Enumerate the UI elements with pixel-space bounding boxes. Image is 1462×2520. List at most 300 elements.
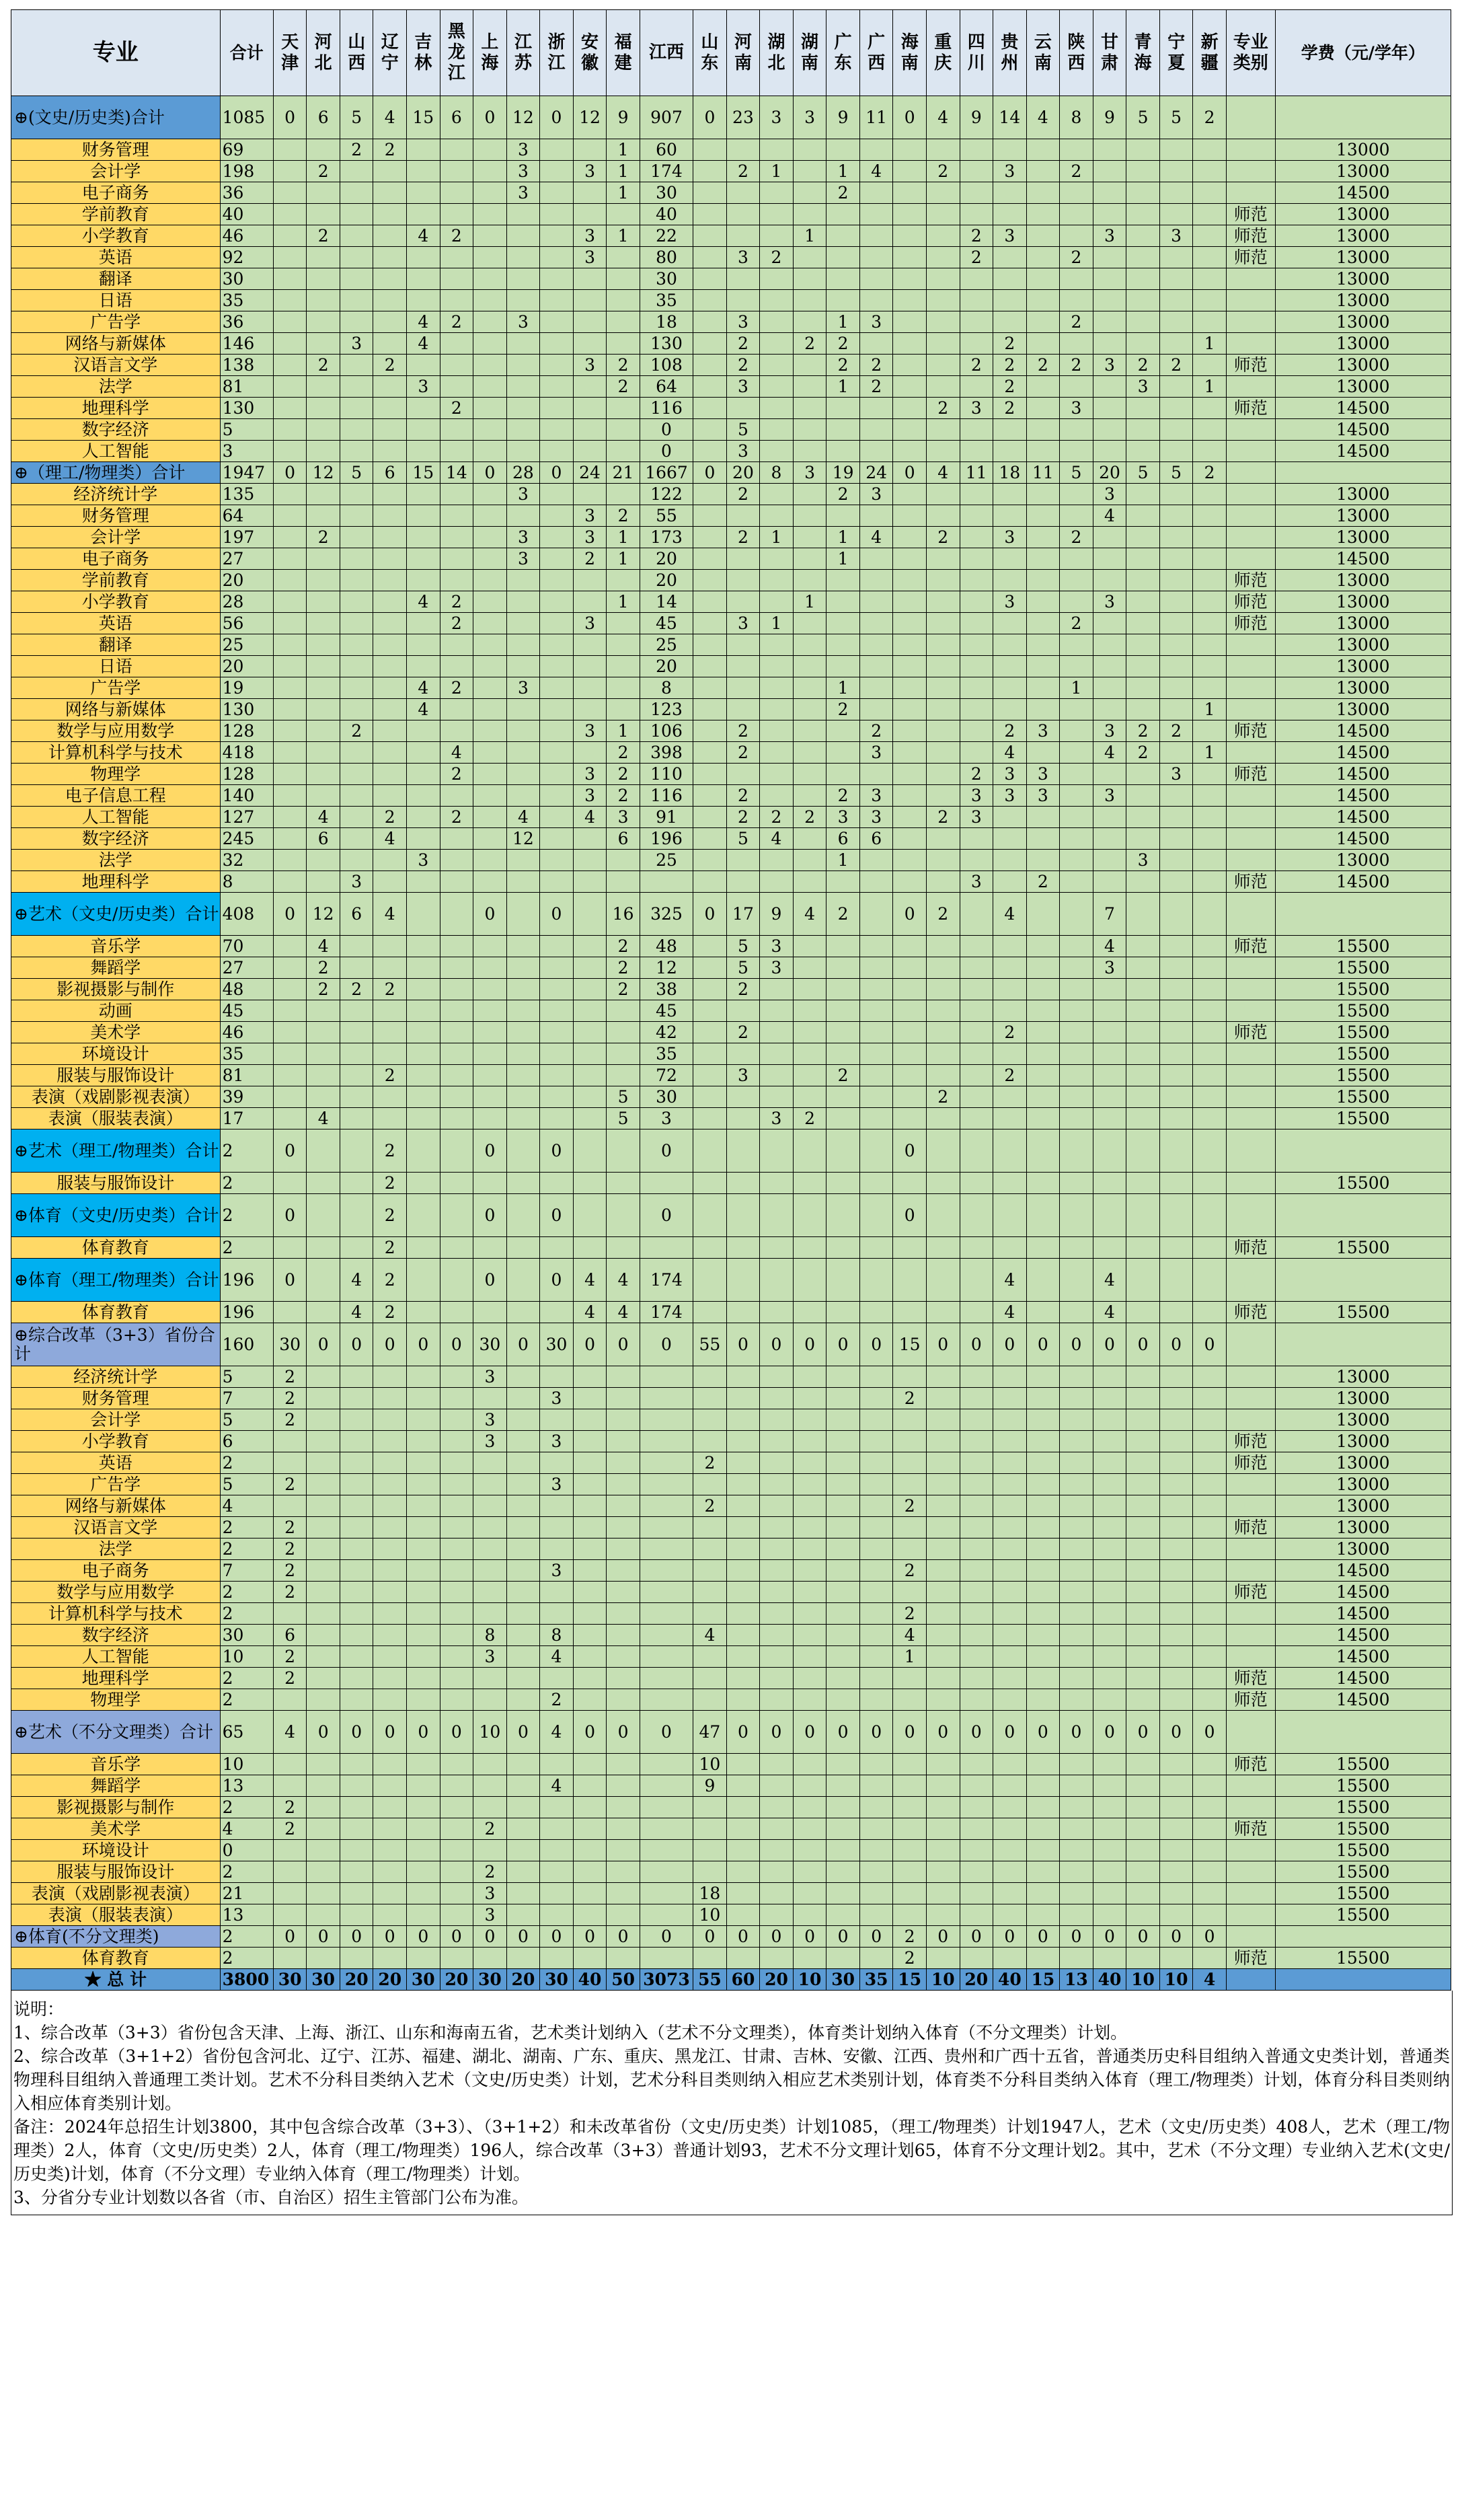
type-cell: [1226, 1904, 1275, 1926]
province-cell: [960, 548, 993, 570]
province-cell: [1159, 1022, 1193, 1043]
province-cell: 0: [540, 96, 574, 139]
province-cell: [273, 742, 307, 764]
province-cell: [373, 225, 407, 247]
province-cell: [1159, 398, 1193, 419]
fee-cell: 13000: [1275, 634, 1451, 656]
province-cell: [473, 1108, 507, 1129]
province-cell: [1159, 1388, 1193, 1409]
province-cell: [1159, 1065, 1193, 1086]
province-cell: [726, 1775, 760, 1797]
province-cell: [473, 139, 507, 161]
province-cell: [693, 441, 727, 462]
province-cell: [926, 1259, 960, 1302]
province-cell: [307, 720, 340, 742]
province-cell: [760, 720, 794, 742]
province-cell: 1: [826, 548, 860, 570]
province-cell: [1159, 1904, 1193, 1926]
province-cell: [273, 1883, 307, 1904]
province-cell: [760, 1495, 794, 1517]
total-cell: 2: [220, 1926, 273, 1948]
province-cell: 2: [607, 785, 640, 807]
province-cell: [1126, 634, 1160, 656]
province-cell: [993, 1517, 1027, 1539]
table-row: [11, 1388, 1451, 1409]
province-cell: [726, 1883, 760, 1904]
province-cell: [273, 527, 307, 548]
province-cell: [540, 807, 574, 828]
province-cell: [1060, 1948, 1093, 1969]
province-cell: [640, 1474, 693, 1495]
province-cell: 0: [893, 1129, 927, 1173]
province-cell: [793, 311, 826, 333]
province-cell: [307, 1452, 340, 1474]
province-cell: [893, 850, 927, 871]
province-cell: 0: [540, 1259, 574, 1302]
province-cell: [607, 1388, 640, 1409]
province-cell: [473, 570, 507, 591]
province-cell: 1: [607, 182, 640, 204]
province-cell: [273, 699, 307, 720]
type-cell: [1226, 419, 1275, 441]
total-cell: 0: [220, 1840, 273, 1861]
province-cell: 2: [340, 139, 373, 161]
type-cell: [1226, 161, 1275, 182]
province-cell: [993, 677, 1027, 699]
province-cell: [1193, 1904, 1227, 1926]
province-cell: [859, 1582, 893, 1603]
province-cell: [1159, 527, 1193, 548]
province-cell: [1060, 1818, 1093, 1840]
province-cell: [1193, 419, 1227, 441]
province-cell: [1159, 1194, 1193, 1237]
province-cell: [926, 1625, 960, 1646]
province-cell: [1193, 247, 1227, 268]
province-cell: [307, 1495, 340, 1517]
province-cell: 0: [273, 96, 307, 139]
province-cell: [926, 1668, 960, 1689]
province-cell: [540, 1022, 574, 1043]
province-cell: 28: [506, 462, 540, 484]
province-cell: [926, 1582, 960, 1603]
header-province: 宁夏: [1159, 10, 1193, 96]
province-cell: 2: [960, 764, 993, 785]
province-cell: 4: [407, 591, 440, 613]
province-cell: [440, 936, 473, 957]
major-name: ⊕综合改革（3+3）省份合计: [11, 1323, 221, 1366]
province-cell: [407, 1689, 440, 1711]
province-cell: [440, 656, 473, 677]
province-cell: 7: [1093, 893, 1126, 936]
province-cell: [640, 1689, 693, 1711]
total-cell: 135: [220, 484, 273, 505]
province-cell: [407, 764, 440, 785]
province-cell: [1026, 1409, 1060, 1431]
province-cell: [926, 1022, 960, 1043]
province-cell: 0: [340, 1711, 373, 1754]
province-cell: [1193, 1452, 1227, 1474]
province-cell: [693, 957, 727, 979]
province-cell: [793, 742, 826, 764]
province-cell: [1093, 1129, 1126, 1173]
province-cell: [859, 505, 893, 527]
province-cell: [993, 182, 1027, 204]
province-cell: [607, 419, 640, 441]
province-cell: [726, 1173, 760, 1194]
fee-cell: 15500: [1275, 1000, 1451, 1022]
province-cell: [340, 376, 373, 398]
province-cell: [993, 1840, 1027, 1861]
province-cell: [573, 699, 607, 720]
province-cell: [960, 1840, 993, 1861]
province-cell: [540, 182, 574, 204]
province-cell: [573, 484, 607, 505]
province-cell: [893, 1237, 927, 1259]
province-cell: [607, 268, 640, 290]
province-cell: 1: [607, 591, 640, 613]
province-cell: [960, 957, 993, 979]
province-cell: [373, 591, 407, 613]
province-cell: [440, 850, 473, 871]
total-cell: 8: [220, 871, 273, 893]
province-cell: [307, 182, 340, 204]
province-cell: [473, 1086, 507, 1108]
province-cell: [693, 1086, 727, 1108]
province-cell: [407, 355, 440, 376]
province-cell: 0: [1026, 1323, 1060, 1366]
fee-cell: 14500: [1275, 720, 1451, 742]
major-name: ★ 总 计: [11, 1969, 221, 1991]
type-cell: [1226, 484, 1275, 505]
province-cell: 5: [1159, 462, 1193, 484]
type-cell: 师范: [1226, 613, 1275, 634]
major-name: 数字经济: [11, 1625, 221, 1646]
province-cell: [859, 1022, 893, 1043]
province-cell: 3: [859, 807, 893, 828]
province-cell: [693, 720, 727, 742]
province-cell: [760, 1797, 794, 1818]
province-cell: [859, 1000, 893, 1022]
province-cell: 0: [1193, 1711, 1227, 1754]
province-cell: [473, 699, 507, 720]
province-cell: [826, 268, 860, 290]
table-row: [11, 1625, 1451, 1646]
province-cell: [1193, 850, 1227, 871]
province-cell: [573, 1775, 607, 1797]
province-cell: 5: [607, 1108, 640, 1129]
province-cell: 20: [960, 1969, 993, 1991]
province-cell: [693, 1840, 727, 1861]
province-cell: 4: [893, 1625, 927, 1646]
province-cell: [960, 1474, 993, 1495]
province-cell: [1126, 505, 1160, 527]
province-cell: [1093, 979, 1126, 1000]
province-cell: 3: [640, 1108, 693, 1129]
fee-cell: [1275, 96, 1451, 139]
province-cell: [540, 742, 574, 764]
province-cell: [1193, 1689, 1227, 1711]
province-cell: [960, 441, 993, 462]
province-cell: [506, 1259, 540, 1302]
major-name: 舞蹈学: [11, 957, 221, 979]
province-cell: 0: [573, 1323, 607, 1366]
header-province: 山东: [693, 10, 727, 96]
province-cell: [407, 441, 440, 462]
major-name: 数字经济: [11, 828, 221, 850]
province-cell: [607, 1043, 640, 1065]
province-cell: 0: [893, 1194, 927, 1237]
province-cell: 2: [307, 161, 340, 182]
major-name: ⊕艺术（文史/历史类）合计: [11, 893, 221, 936]
province-cell: [440, 290, 473, 311]
province-cell: [307, 419, 340, 441]
province-cell: [1159, 182, 1193, 204]
province-cell: [273, 333, 307, 355]
province-cell: [893, 1043, 927, 1065]
province-cell: [893, 527, 927, 548]
province-cell: [540, 268, 574, 290]
total-cell: 25: [220, 634, 273, 656]
province-cell: [373, 268, 407, 290]
province-cell: [440, 1086, 473, 1108]
province-cell: [1026, 828, 1060, 850]
province-cell: 0: [640, 1711, 693, 1754]
province-cell: [893, 613, 927, 634]
province-cell: 3: [1093, 355, 1126, 376]
table-row: [11, 742, 1451, 764]
province-cell: 0: [607, 1926, 640, 1948]
province-cell: [726, 1539, 760, 1560]
province-cell: [307, 505, 340, 527]
province-cell: [1126, 591, 1160, 613]
province-cell: [1060, 1108, 1093, 1129]
province-cell: 20: [373, 1969, 407, 1991]
province-cell: [1159, 936, 1193, 957]
header-province: 陕西: [1060, 10, 1093, 96]
province-cell: [473, 1754, 507, 1775]
province-cell: [373, 1086, 407, 1108]
province-cell: [1026, 527, 1060, 548]
province-cell: 2: [1126, 742, 1160, 764]
province-cell: [407, 1086, 440, 1108]
province-cell: [373, 1409, 407, 1431]
province-cell: 12: [506, 96, 540, 139]
table-row: [11, 871, 1451, 893]
province-cell: [1060, 1388, 1093, 1409]
province-cell: [1193, 1603, 1227, 1625]
province-cell: [1126, 936, 1160, 957]
fee-cell: 15500: [1275, 979, 1451, 1000]
province-cell: 10: [693, 1754, 727, 1775]
province-cell: [793, 441, 826, 462]
fee-cell: 13000: [1275, 204, 1451, 225]
province-cell: [273, 1495, 307, 1517]
province-cell: [1126, 1065, 1160, 1086]
province-cell: [440, 871, 473, 893]
province-cell: [440, 204, 473, 225]
province-cell: [440, 1431, 473, 1452]
province-cell: [993, 441, 1027, 462]
province-cell: [373, 311, 407, 333]
province-cell: [340, 1129, 373, 1173]
province-cell: [793, 1689, 826, 1711]
province-cell: [826, 1237, 860, 1259]
type-cell: [1226, 1861, 1275, 1883]
province-cell: [1126, 1108, 1160, 1129]
province-cell: [607, 850, 640, 871]
province-cell: [726, 1797, 760, 1818]
province-cell: [440, 979, 473, 1000]
type-cell: [1226, 462, 1275, 484]
province-cell: [573, 441, 607, 462]
province-cell: 2: [273, 1409, 307, 1431]
province-cell: [273, 268, 307, 290]
province-cell: 2: [1060, 355, 1093, 376]
type-cell: [1226, 1366, 1275, 1388]
province-cell: [440, 1517, 473, 1539]
province-cell: 2: [826, 484, 860, 505]
province-cell: [506, 591, 540, 613]
province-cell: [1026, 1065, 1060, 1086]
province-cell: [1159, 677, 1193, 699]
fee-cell: 13000: [1275, 591, 1451, 613]
province-cell: [859, 1065, 893, 1086]
province-cell: 4: [373, 828, 407, 850]
header-province: 甘肃: [1093, 10, 1126, 96]
province-cell: [407, 268, 440, 290]
province-cell: [926, 204, 960, 225]
table-row: [11, 1560, 1451, 1582]
province-cell: [1126, 182, 1160, 204]
province-cell: 3: [506, 161, 540, 182]
province-cell: [1193, 1539, 1227, 1560]
province-cell: [340, 355, 373, 376]
province-cell: [373, 505, 407, 527]
province-cell: [960, 1797, 993, 1818]
province-cell: [473, 1173, 507, 1194]
province-cell: [760, 1086, 794, 1108]
header-province: 黑龙江: [440, 10, 473, 96]
major-name: 英语: [11, 247, 221, 268]
type-cell: 师范: [1226, 1517, 1275, 1539]
province-cell: [1060, 1646, 1093, 1668]
province-cell: [540, 1173, 574, 1194]
province-cell: 47: [693, 1711, 727, 1754]
province-cell: 2: [960, 355, 993, 376]
province-cell: [473, 1388, 507, 1409]
province-cell: [273, 204, 307, 225]
province-cell: [1126, 1754, 1160, 1775]
province-cell: 1: [607, 548, 640, 570]
province-cell: [407, 1474, 440, 1495]
province-cell: [726, 1582, 760, 1603]
province-cell: [693, 1259, 727, 1302]
fee-cell: 15500: [1275, 1840, 1451, 1861]
province-cell: [307, 204, 340, 225]
province-cell: 4: [573, 807, 607, 828]
province-cell: [1093, 850, 1126, 871]
type-cell: [1226, 828, 1275, 850]
total-cell: 2: [220, 1237, 273, 1259]
province-cell: [859, 1625, 893, 1646]
province-cell: [960, 656, 993, 677]
table-row: [11, 139, 1451, 161]
province-cell: [340, 656, 373, 677]
province-cell: 3: [573, 161, 607, 182]
province-cell: [373, 1452, 407, 1474]
province-cell: [440, 1754, 473, 1775]
total-cell: 30: [220, 268, 273, 290]
province-cell: [573, 268, 607, 290]
province-cell: [506, 1000, 540, 1022]
province-cell: [1060, 225, 1093, 247]
province-cell: 0: [407, 1711, 440, 1754]
province-cell: [540, 333, 574, 355]
province-cell: [1060, 290, 1093, 311]
total-cell: 418: [220, 742, 273, 764]
province-cell: [573, 1948, 607, 1969]
header-province: 重庆: [926, 10, 960, 96]
province-cell: [1193, 548, 1227, 570]
province-cell: 174: [640, 1259, 693, 1302]
province-cell: [1193, 268, 1227, 290]
total-cell: 45: [220, 1000, 273, 1022]
province-cell: [607, 1022, 640, 1043]
province-cell: [1093, 1086, 1126, 1108]
total-cell: 30: [220, 1625, 273, 1646]
total-cell: 128: [220, 764, 273, 785]
province-cell: 19: [826, 462, 860, 484]
province-cell: [859, 936, 893, 957]
province-cell: [540, 1754, 574, 1775]
province-cell: [693, 1022, 727, 1043]
province-cell: [273, 1754, 307, 1775]
province-cell: [1159, 591, 1193, 613]
province-cell: [573, 290, 607, 311]
province-cell: [960, 1366, 993, 1388]
province-cell: [893, 570, 927, 591]
province-cell: [373, 441, 407, 462]
province-cell: [893, 161, 927, 182]
province-cell: [506, 656, 540, 677]
province-cell: [859, 419, 893, 441]
type-cell: 师范: [1226, 871, 1275, 893]
province-cell: [926, 1474, 960, 1495]
header-province: 广东: [826, 10, 860, 96]
province-cell: [993, 1646, 1027, 1668]
type-cell: [1226, 634, 1275, 656]
province-cell: [1126, 979, 1160, 1000]
province-cell: [506, 268, 540, 290]
province-cell: [506, 247, 540, 268]
province-cell: [340, 1237, 373, 1259]
province-cell: [1026, 957, 1060, 979]
province-cell: [1126, 1173, 1160, 1194]
type-cell: 师范: [1226, 1302, 1275, 1323]
province-cell: [1060, 376, 1093, 398]
major-name: 计算机科学与技术: [11, 742, 221, 764]
fee-cell: 14500: [1275, 828, 1451, 850]
fee-cell: 13000: [1275, 161, 1451, 182]
province-cell: [1060, 871, 1093, 893]
province-cell: [273, 398, 307, 419]
province-cell: [993, 1668, 1027, 1689]
total-cell: 198: [220, 161, 273, 182]
major-name: 地理科学: [11, 871, 221, 893]
province-cell: [1026, 1861, 1060, 1883]
province-cell: 2: [273, 1517, 307, 1539]
province-cell: [760, 1539, 794, 1560]
